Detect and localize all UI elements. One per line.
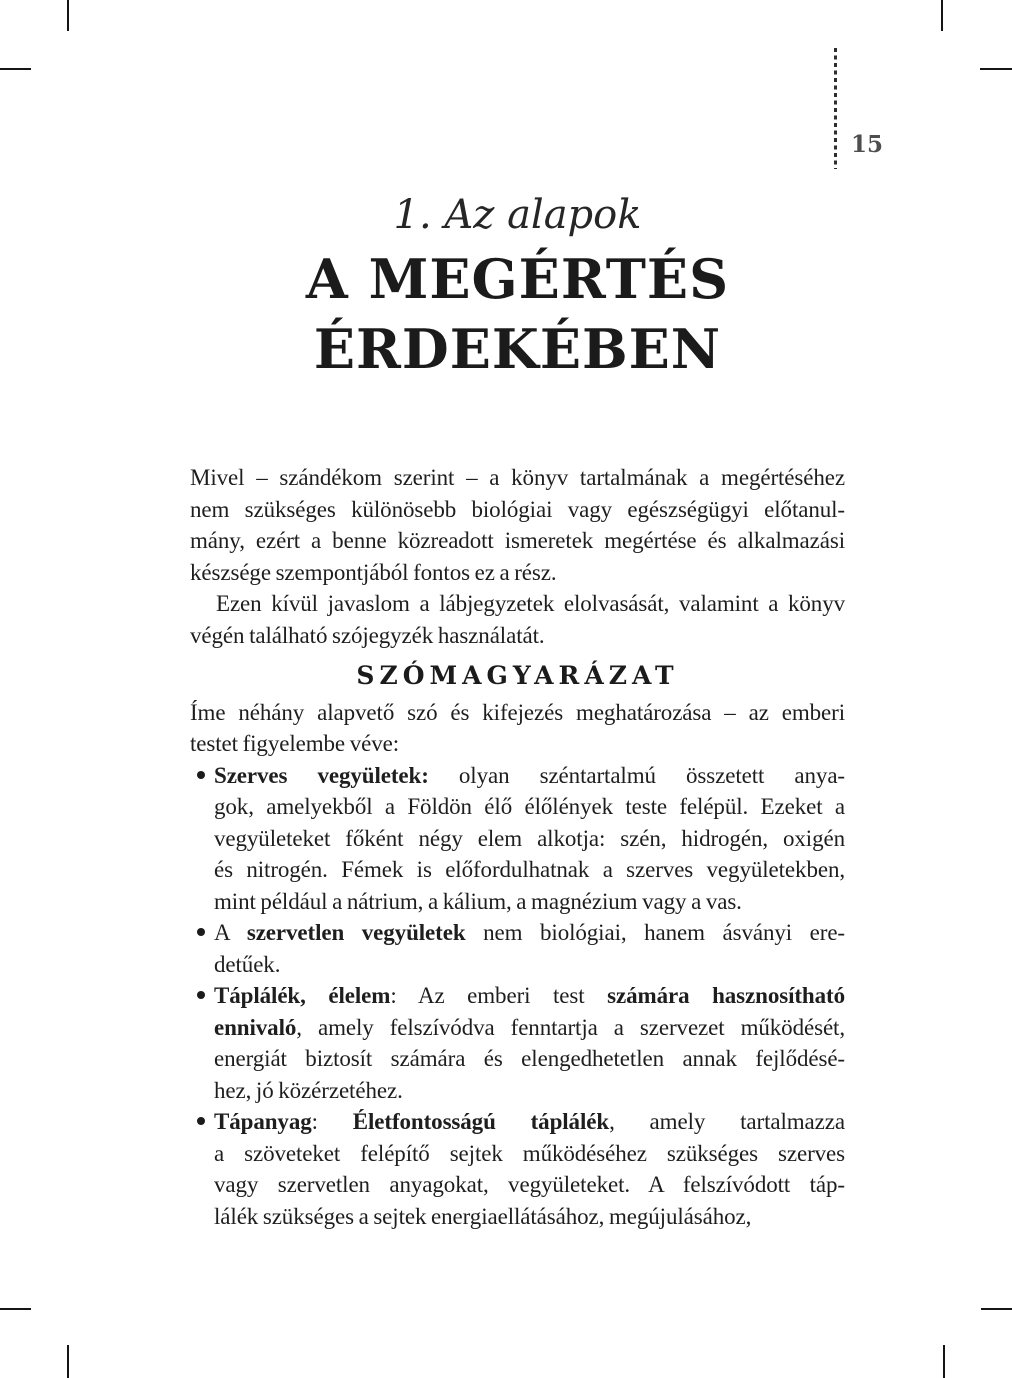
text-line [214, 1138, 845, 1170]
bold-term: Tápanyag [214, 1109, 312, 1134]
text-segment: , amely felszívódva fenntartja a szervezet működését, [296, 1014, 845, 1040]
text-segment: és nitrogén. Fémek is előfordulhatnak a szerves vegyületekben, [214, 857, 845, 882]
paragraph [190, 462, 845, 588]
text-segment: Mivel – szándékom szerint – a könyv tartalmának a megértéséhez [190, 465, 845, 490]
text-segment: hez, jó közérzetéhez. [214, 1077, 403, 1103]
header-dotted-rule [834, 48, 837, 169]
crop-mark-bottom-left-horizontal [0, 1308, 31, 1310]
text-segment: gok, amelyekből a Földön élő élőlények teste felépül. Ezeket a [214, 794, 845, 819]
text-line [190, 557, 845, 589]
text-line [214, 949, 845, 981]
text-line [214, 980, 845, 1012]
text-segment: Íme néhány alapvető szó és kifejezés meghatározása – az emberi [190, 699, 845, 725]
text-segment: vegyületeket főként négy elem alkotja: szén, hidrogén, oxigén [214, 825, 845, 851]
bold-term: számára hasznosítható [607, 983, 845, 1008]
text-line [190, 728, 845, 760]
crop-mark-top-left-horizontal [0, 68, 31, 70]
section-heading: SZÓMAGYARÁZAT [356, 661, 679, 690]
text-segment: , amely tartalmazza [609, 1109, 845, 1134]
text-segment: végén található szójegyzék használatát. [190, 622, 545, 648]
text-segment: a szöveteket felépítő sejtek működéséhez szükséges szerves [214, 1140, 845, 1166]
text-line [214, 1201, 845, 1233]
bold-term: Táplálék, élelem [214, 983, 391, 1008]
bullet-item [190, 760, 845, 918]
crop-mark-bottom-right-horizontal [981, 1308, 1012, 1310]
crop-mark-top-right-vertical [941, 0, 943, 31]
text-segment: lálék szükséges a sejtek energiaellátásához, megújulásához, [214, 1203, 752, 1229]
text-line [214, 1169, 845, 1201]
text-segment: nem szükséges különösebb biológiai vagy egészségügyi előtanul- [190, 496, 845, 522]
crop-mark-top-left-vertical [67, 0, 69, 31]
crop-mark-top-right-horizontal [980, 68, 1012, 70]
chapter-title [150, 244, 885, 384]
bullet-item [190, 1106, 845, 1232]
text-line [214, 823, 845, 855]
text-segment: olyan széntartalmú összetett anya- [428, 762, 845, 788]
text-line [214, 760, 845, 792]
text-segment: nem biológiai, hanem ásványi ere- [465, 920, 845, 945]
chapter-title-line-1: A MEGÉRTÉS [305, 247, 730, 311]
text-line [214, 854, 845, 886]
bold-term: szervetlen vegyületek [246, 920, 466, 945]
bullet-dot-icon [197, 1117, 205, 1125]
text-line [214, 1106, 845, 1138]
text-line [190, 494, 845, 526]
bold-term: Szerves vegyületek: [214, 762, 429, 788]
text-line [190, 588, 845, 620]
bullet-dot-icon [197, 928, 205, 936]
text-line [214, 791, 845, 823]
bullet-item [190, 980, 845, 1106]
bullet-dot-icon [197, 771, 205, 779]
text-line [214, 917, 845, 949]
bullet-item [190, 917, 845, 980]
page-number: 15 [851, 131, 884, 158]
paragraph [190, 697, 845, 760]
crop-mark-bottom-right-vertical [943, 1345, 945, 1378]
crop-mark-bottom-left-vertical [67, 1345, 69, 1378]
body-content [190, 462, 845, 1232]
text-segment: vagy szervetlen anyagokat, vegyületeket. A felszívódott táp- [214, 1172, 845, 1197]
text-segment: testet figyelembe véve: [190, 731, 400, 756]
text-segment: készsége szempontjából fontos ez a rész. [190, 559, 557, 585]
text-segment: mány, ezért a benne közreadott ismeretek megértése és alkalmazási [190, 528, 845, 553]
chapter-kicker: 1. Az alapok [393, 192, 642, 238]
text-segment: A [214, 920, 247, 945]
bold-term: ennivaló [214, 1014, 297, 1040]
bullet-dot-icon [197, 991, 205, 999]
text-line [214, 1075, 845, 1107]
paragraph [190, 588, 845, 651]
bold-term: Életfontosságú táplálék [352, 1109, 610, 1134]
text-segment: : Az emberi test [390, 983, 608, 1008]
chapter-title-line-2: ÉRDEKÉBEN [313, 317, 722, 381]
text-line [190, 697, 845, 729]
text-line [190, 620, 845, 652]
text-segment: mint például a nátrium, a kálium, a magnézium vagy a vas. [214, 888, 742, 914]
text-line [190, 525, 845, 557]
text-line [214, 886, 845, 918]
text-segment: energiát biztosít számára és elengedhetetlen annak fejlődésé- [214, 1046, 845, 1071]
text-segment: Ezen kívül javaslom a lábjegyzetek elolvasását, valamint a könyv [216, 591, 845, 616]
text-segment: : [311, 1109, 353, 1134]
text-line [214, 1043, 845, 1075]
text-segment: detűek. [214, 951, 281, 977]
text-line [190, 462, 845, 494]
text-line [214, 1012, 845, 1044]
chapter-header [150, 190, 885, 384]
